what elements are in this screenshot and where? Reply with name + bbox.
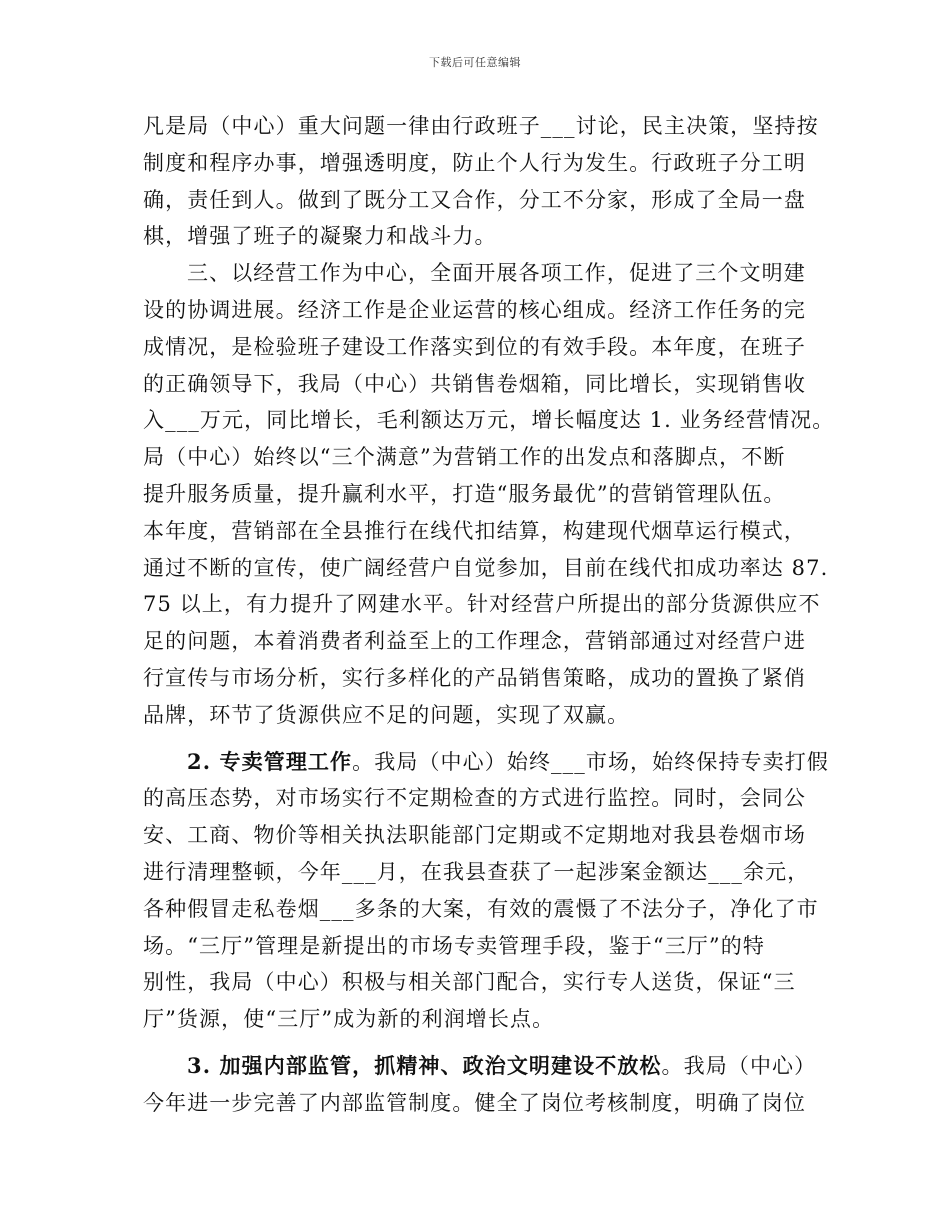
text-line: 安、工商、物价等相关执法职能部门定期或不定期地对我县卷烟市场 bbox=[143, 823, 806, 848]
text-line: 行宣传与市场分析，实行多样化的产品销售策略，成功的置换了紧俏 bbox=[143, 665, 806, 690]
text-line: 确，责任到人。做到了既分工又合作，分工不分家，形成了全局一盘 bbox=[143, 187, 806, 212]
text-line: 提升服务质量，提升赢利水平，打造“服务最优”的营销管理队伍。 bbox=[143, 481, 786, 506]
paragraph-spacer bbox=[143, 734, 810, 744]
text-line: 别性，我局（中心）积极与相关部门配合，实行专人送货，保证“三 bbox=[143, 970, 796, 995]
text-run: 。我局（中心） bbox=[661, 1053, 817, 1078]
text-line: 各种假冒走私卷烟___多条的大案，有效的震慑了不法分子，净化了市 bbox=[143, 896, 819, 921]
text-line: 局（中心）始终以“三个满意”为营销工作的出发点和落脚点，不断 bbox=[143, 445, 786, 470]
text-line: 进行清理整顿，今年___月，在我县查获了一起涉案金额达___余元， bbox=[143, 859, 810, 884]
document-body bbox=[143, 108, 835, 1122]
paragraph-3 bbox=[143, 744, 829, 1038]
text-line: 厅”货源，使“三厅”成为新的利润增长点。 bbox=[143, 1007, 555, 1032]
paragraph-4 bbox=[143, 1048, 817, 1122]
text-run: 。我局（中心）始终___市场，始终保持专卖打假 bbox=[352, 749, 829, 774]
text-line: 今年进一步完善了内部监管制度。健全了岗位考核制度，明确了岗位 bbox=[143, 1090, 806, 1115]
paragraph-2 bbox=[143, 255, 835, 733]
text-line: 足的问题，本着消费者利益至上的工作理念，营销部通过对经营户进 bbox=[143, 629, 806, 654]
text-line: 通过不断的宣传，使广阔经营户自觉参加，目前在线代扣成功率达 87. bbox=[143, 555, 829, 580]
text-line: 凡是局（中心）重大问题一律由行政班子___讨论，民主决策，坚持按 bbox=[143, 114, 819, 138]
text-line: 本年度，营销部在全县推行在线代扣结算，构建现代烟草运行模式， bbox=[143, 518, 806, 543]
text-line: 品牌，环节了货源供应不足的问题，实现了双赢。 bbox=[143, 702, 630, 727]
text-line: 设的协调进展。经济工作是企业运营的核心组成。经济工作任务的完 bbox=[143, 297, 806, 322]
text-line: 制度和程序办事，增强透明度，防止个人行为发生。行政班子分工明 bbox=[143, 150, 806, 175]
paragraph-1 bbox=[143, 108, 819, 255]
text-line: 的高压态势，对市场实行不定期检查的方式进行监控。同时，会同公 bbox=[143, 786, 806, 811]
text-line: 三、以经营工作为中心，全面开展各项工作，促进了三个文明建 bbox=[187, 261, 806, 286]
text-line: 75 以上，有力提升了网建水平。针对经营户所提出的部分货源供应不 bbox=[143, 592, 821, 617]
section-heading: 2. 专卖管理工作 bbox=[187, 748, 353, 774]
text-line: 入___万元，同比增长，毛利额达万元，增长幅度达 1. 业务经营情况。 bbox=[143, 408, 835, 433]
text-line: 场。“三厅”管理是新提出的市场专卖管理手段，鉴于“三厅”的特 bbox=[143, 933, 765, 958]
text-line bbox=[143, 744, 829, 781]
paragraph-spacer bbox=[143, 1038, 810, 1048]
page-header: 下载后可任意编辑 bbox=[429, 56, 521, 69]
text-line: 棋，增强了班子的凝聚力和战斗力。 bbox=[143, 224, 497, 249]
text-line: 的正确领导下，我局（中心）共销售卷烟箱，同比增长，实现销售收 bbox=[143, 371, 806, 396]
text-line bbox=[143, 1048, 817, 1085]
section-heading: 3. 加强内部监管，抓精神、政治文明建设不放松 bbox=[187, 1052, 662, 1078]
text-line: 成情况，是检验班子建设工作落实到位的有效手段。本年度，在班子 bbox=[143, 334, 806, 359]
